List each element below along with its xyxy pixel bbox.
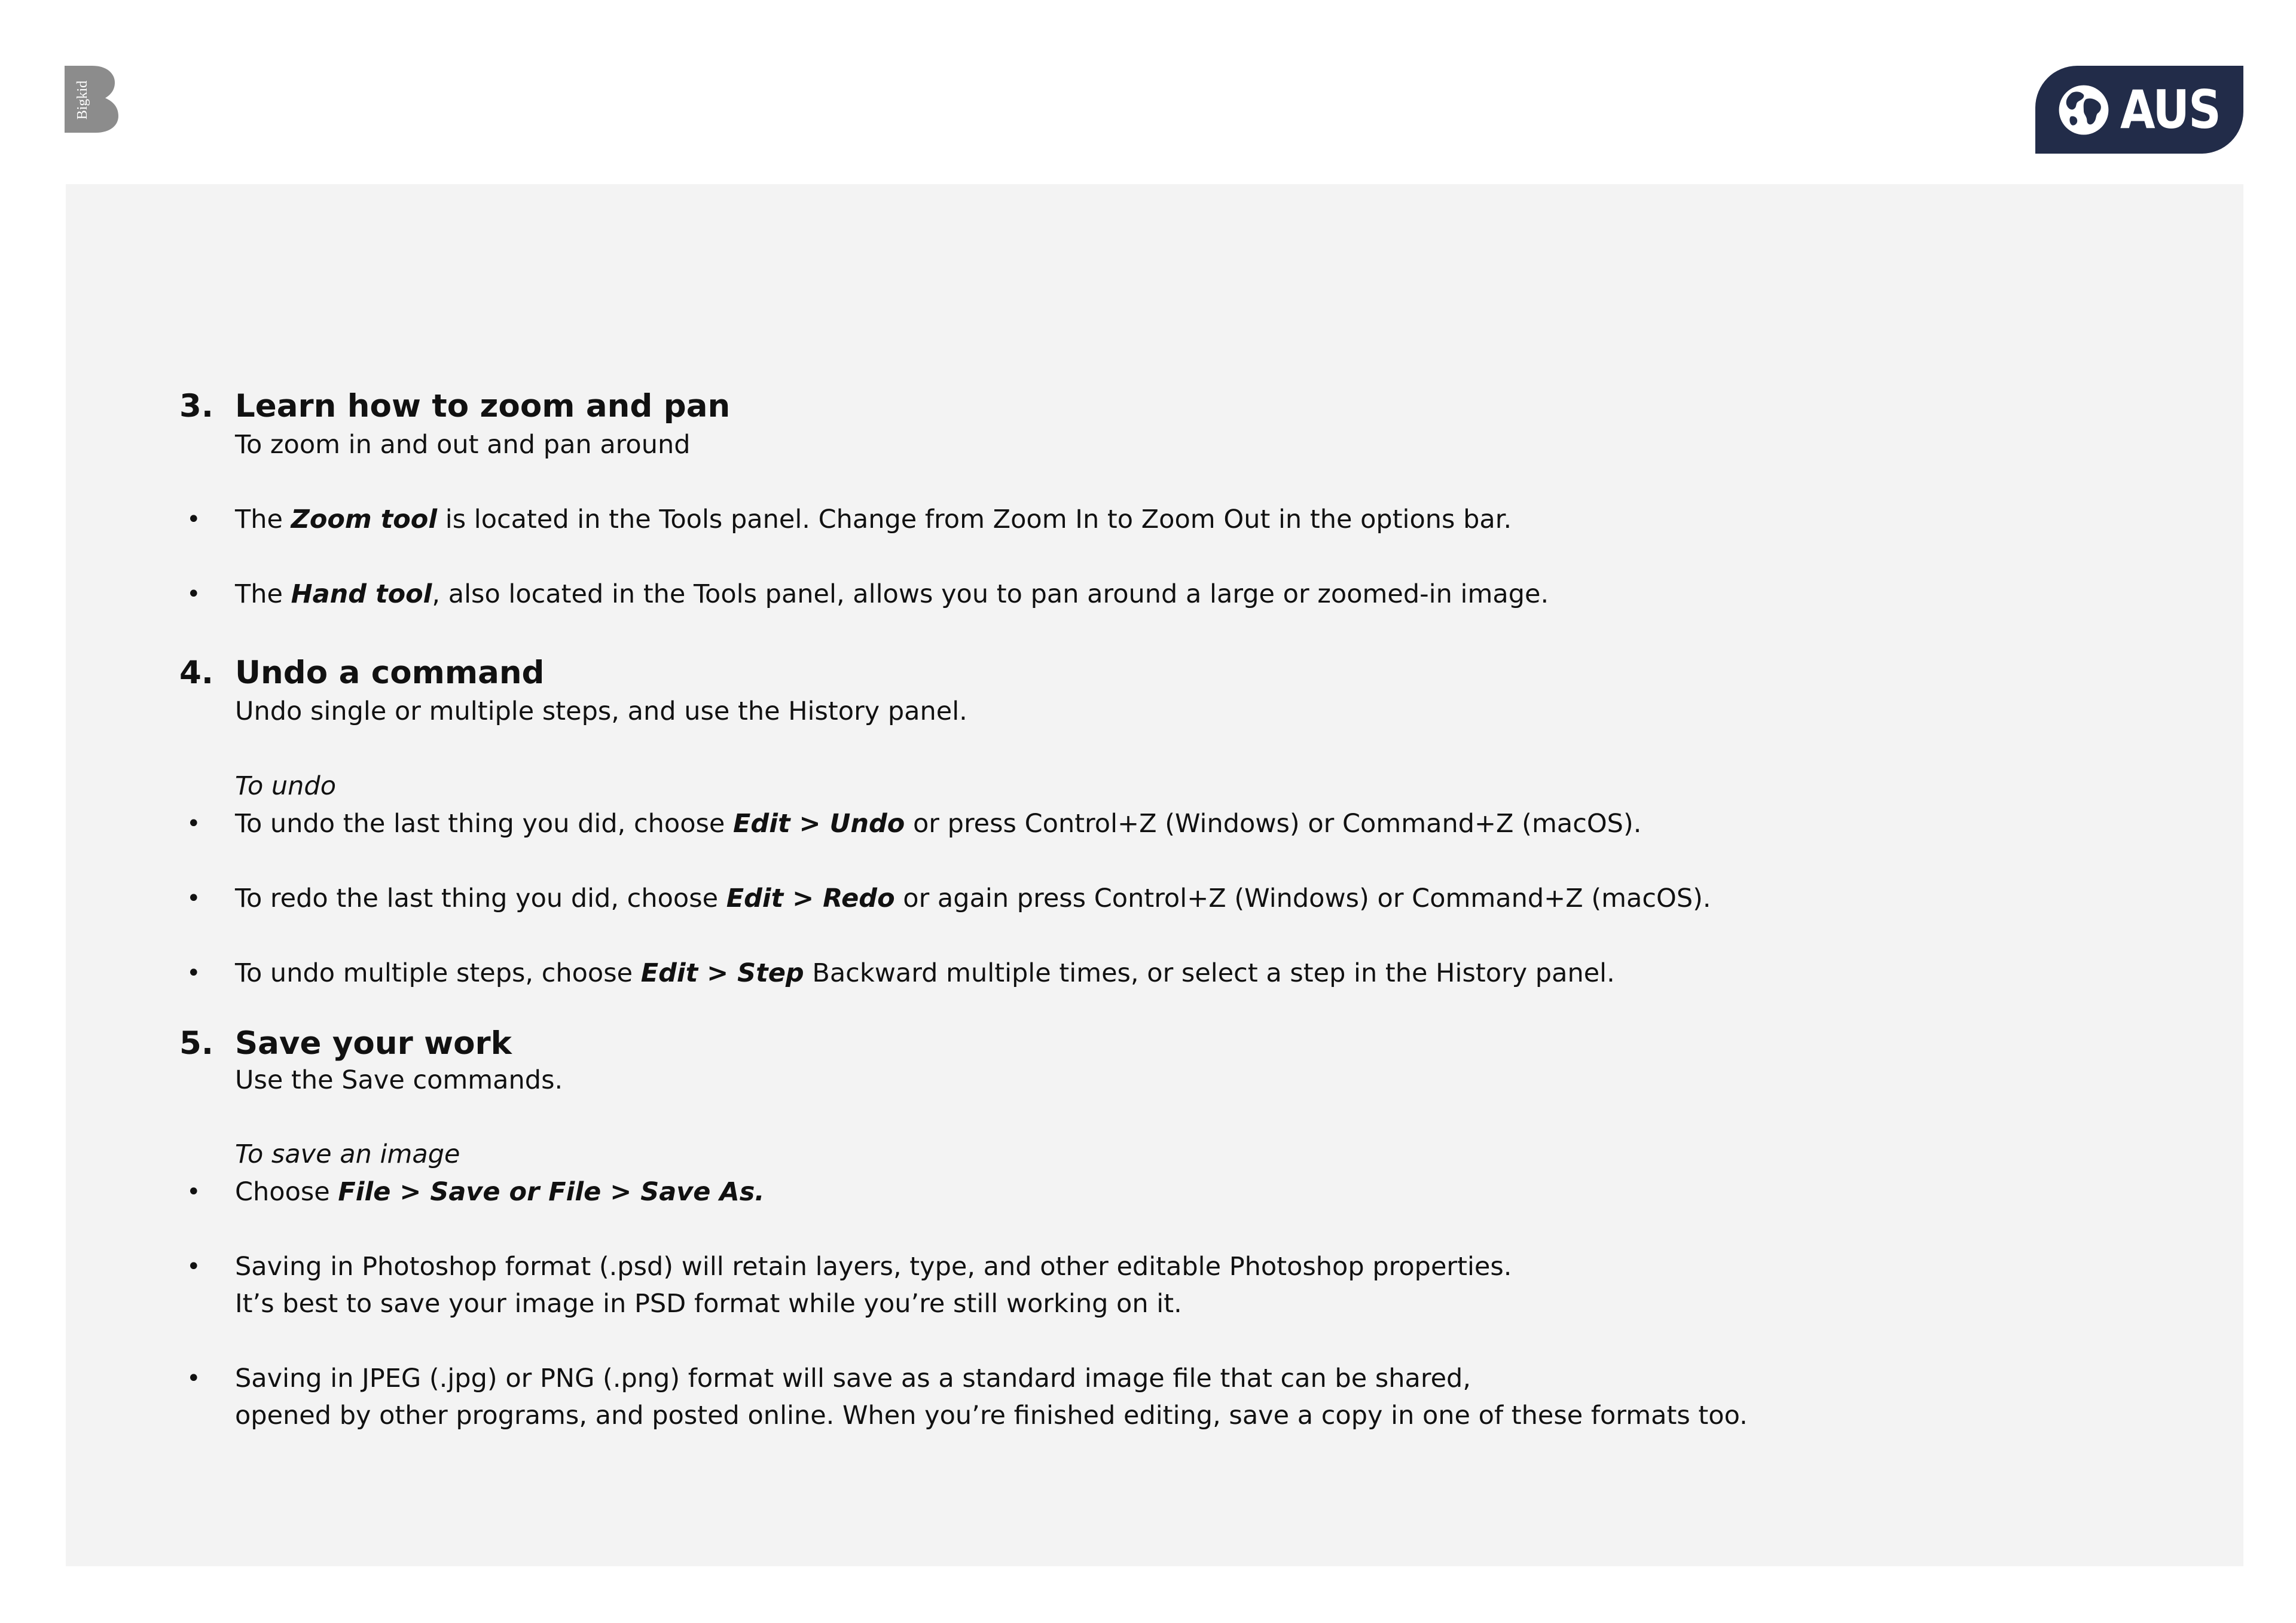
bullet-text-line-2: opened by other programs, and posted online. When you’re finished editing, save a copy in one of these formats too. [235, 1401, 1748, 1431]
section-title: Save your work [235, 1025, 512, 1062]
bullet-emphasis: Zoom tool [291, 505, 438, 534]
bullet-text-line-1: Saving in JPEG (.jpg) or PNG (.png) format will save as a standard image file that can be shared, [235, 1364, 1471, 1393]
bullet-text-before: To undo multiple steps, choose [235, 958, 641, 988]
bullet-text-after: , also located in the Tools panel, allows you to pan around a large or zoomed-in image. [432, 579, 1549, 609]
bullet-dot: • [187, 580, 201, 608]
bullet-dot: • [187, 959, 201, 987]
bullet-text-before: To undo the last thing you did, choose [235, 809, 734, 839]
bullet-text [235, 807, 1641, 840]
bullet-emphasis: Edit > Redo [726, 884, 895, 913]
bullet-emphasis: File > Save or File > Save As. [338, 1177, 765, 1207]
bullet-text [235, 1175, 765, 1209]
bullet-text-after: or again press Control+Z (Windows) or Command+Z (macOS). [894, 884, 1711, 913]
badge-label: AUS [2120, 79, 2220, 140]
bullet-text [235, 882, 1711, 915]
bullet-text-before: Choose [235, 1177, 338, 1207]
section-intro: Use the Save commands. [235, 1065, 563, 1095]
section-intro: Undo single or multiple steps, and use the History panel. [235, 696, 967, 726]
bullet-dot: • [187, 1253, 201, 1280]
section-number: 3. [179, 388, 214, 424]
bigkid-logo-text: Bigkid [75, 80, 91, 120]
bullet-dot: • [187, 1365, 201, 1392]
bullet-text [235, 577, 1549, 611]
bullet-emphasis: Hand tool [291, 579, 432, 609]
bullet-text-before: The [235, 579, 291, 609]
bullet-emphasis: Edit > Step [640, 958, 804, 988]
section-title: Undo a command [235, 655, 545, 691]
subheading: To undo [235, 771, 337, 801]
section-intro: To zoom in and out and pan around [235, 430, 691, 460]
section-title: Learn how to zoom and pan [235, 388, 731, 424]
bullet-dot: • [187, 1178, 201, 1206]
bullet-text [235, 956, 1615, 990]
bullet-text-after: is located in the Tools panel. Change from Zoom In to Zoom Out in the options bar. [437, 505, 1512, 534]
bullet-text-after: or press Control+Z (Windows) or Command+Z (macOS). [905, 809, 1642, 839]
bullet-text-before: To redo the last thing you did, choose [235, 884, 726, 913]
bullet-text-line-1: Saving in Photoshop format (.psd) will retain layers, type, and other editable Photoshop properties. [235, 1252, 1512, 1282]
bullet-dot: • [187, 506, 201, 533]
section-number: 5. [179, 1025, 214, 1062]
bullet-dot: • [187, 810, 201, 838]
bullet-emphasis: Edit > Undo [733, 809, 905, 839]
bullet-text-before: The [235, 505, 291, 534]
bullet-text [235, 503, 1512, 536]
subheading: To save an image [235, 1139, 460, 1169]
bullet-dot: • [187, 885, 201, 912]
bullet-text-line-2: It’s best to save your image in PSD format while you’re still working on it. [235, 1289, 1182, 1319]
bullet-text-after: Backward multiple times, or select a step in the History panel. [804, 958, 1615, 988]
section-number: 4. [179, 655, 214, 691]
